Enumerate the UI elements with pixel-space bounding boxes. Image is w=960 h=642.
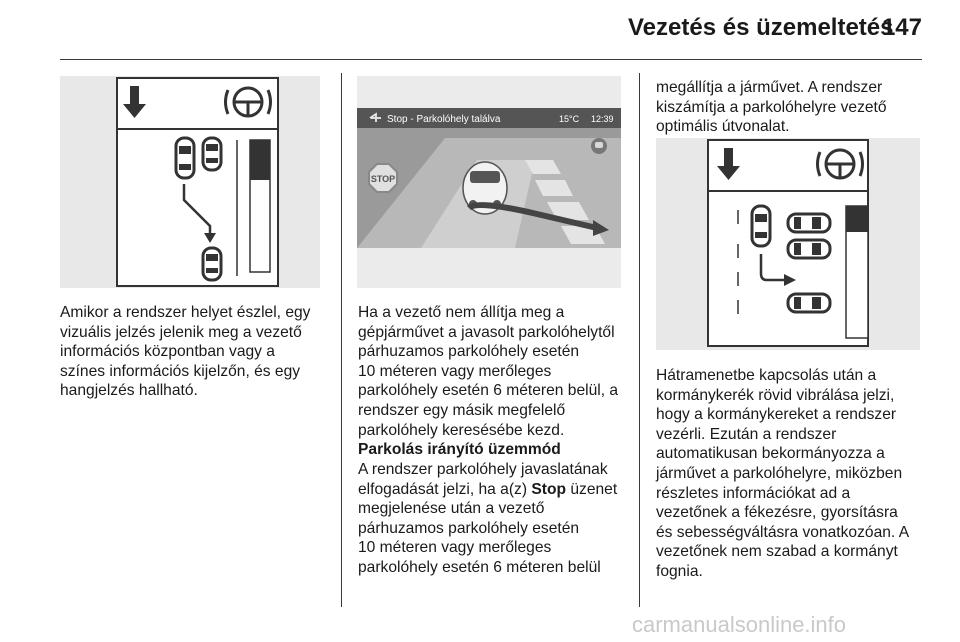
car-icon — [176, 138, 194, 178]
watermark-text: carmanualsonline.info — [632, 612, 847, 637]
col1-paragraph: Amikor a rendszer helyet észlel, egy vizuális jelzés jelenik meg a vezető információs központban vagy a színes információs kijelzőn, és egy hangjelzés hallható. — [60, 304, 311, 400]
parking-display-figure-2 — [656, 138, 920, 350]
car-icon — [788, 240, 830, 258]
column-divider-right — [639, 73, 640, 607]
screen-time: 12:39 — [591, 114, 614, 124]
col2-p2-after: üzenet megjelenése után a vezető párhuzamos parkolóhely esetén 10 méteren vagy merőleges parkolóhely esetén 6 méteren belül — [358, 480, 618, 576]
col2-p2-before: A rendszer parkolóhely javaslatának elfogadását jelzi, ha a(z) — [358, 461, 608, 498]
col3-paragraph-1: megállítja a járművet. A rendszer kiszámítja a parkolóhelyre vezető optimális útvonalat. — [656, 79, 887, 136]
col2-subheading: Parkolás irányító üzemmód — [358, 441, 561, 458]
car-icon — [788, 294, 830, 312]
colour-info-display-figure — [357, 76, 621, 288]
stop-sign-icon — [369, 164, 397, 192]
car-icon — [203, 138, 221, 170]
parking-icon — [591, 138, 607, 154]
car-icon — [788, 214, 830, 232]
col3-paragraph-2: Hátramenetbe kapcsolás után a kormánykerék rövid vibrálása jelzi, hogy a kormánykereket a rendszer vezérli. Ezután a rendszer automatikusan bekormányozza a járművet a parkolóhelyre, miközben részletes információkat ad a vezetőnek a fékezésre, gyorsításra és sebességváltásra vonatkozóan. A vezetőnek nem szabad a kormányt fognia. — [656, 367, 910, 580]
col2-paragraph-2 — [358, 460, 638, 578]
stop-keyword: Stop — [531, 480, 567, 498]
page-header-title: Vezetés és üzemeltetés — [628, 14, 894, 41]
page-number: 147 — [881, 14, 922, 41]
header-rule — [60, 59, 922, 60]
stop-sign-text: STOP — [370, 174, 396, 184]
car-icon — [203, 248, 221, 280]
parking-display-figure-1 — [60, 76, 320, 288]
column-divider-left — [341, 73, 342, 607]
col2-paragraph-1: Ha a vezető nem állítja meg a gépjárművet a javasolt parkolóhelytől párhuzamos parkolóhely esetén 10 méteren vagy merőleges parkolóhely esetén 6 méteren belül, a rendszer egy másik megfelelő parkolóhely keresésébe kezd. — [358, 304, 619, 439]
car-icon — [752, 206, 770, 246]
screen-status-text: Stop - Parkolóhely találva — [387, 114, 501, 125]
screen-temperature: 15°C — [559, 114, 580, 124]
